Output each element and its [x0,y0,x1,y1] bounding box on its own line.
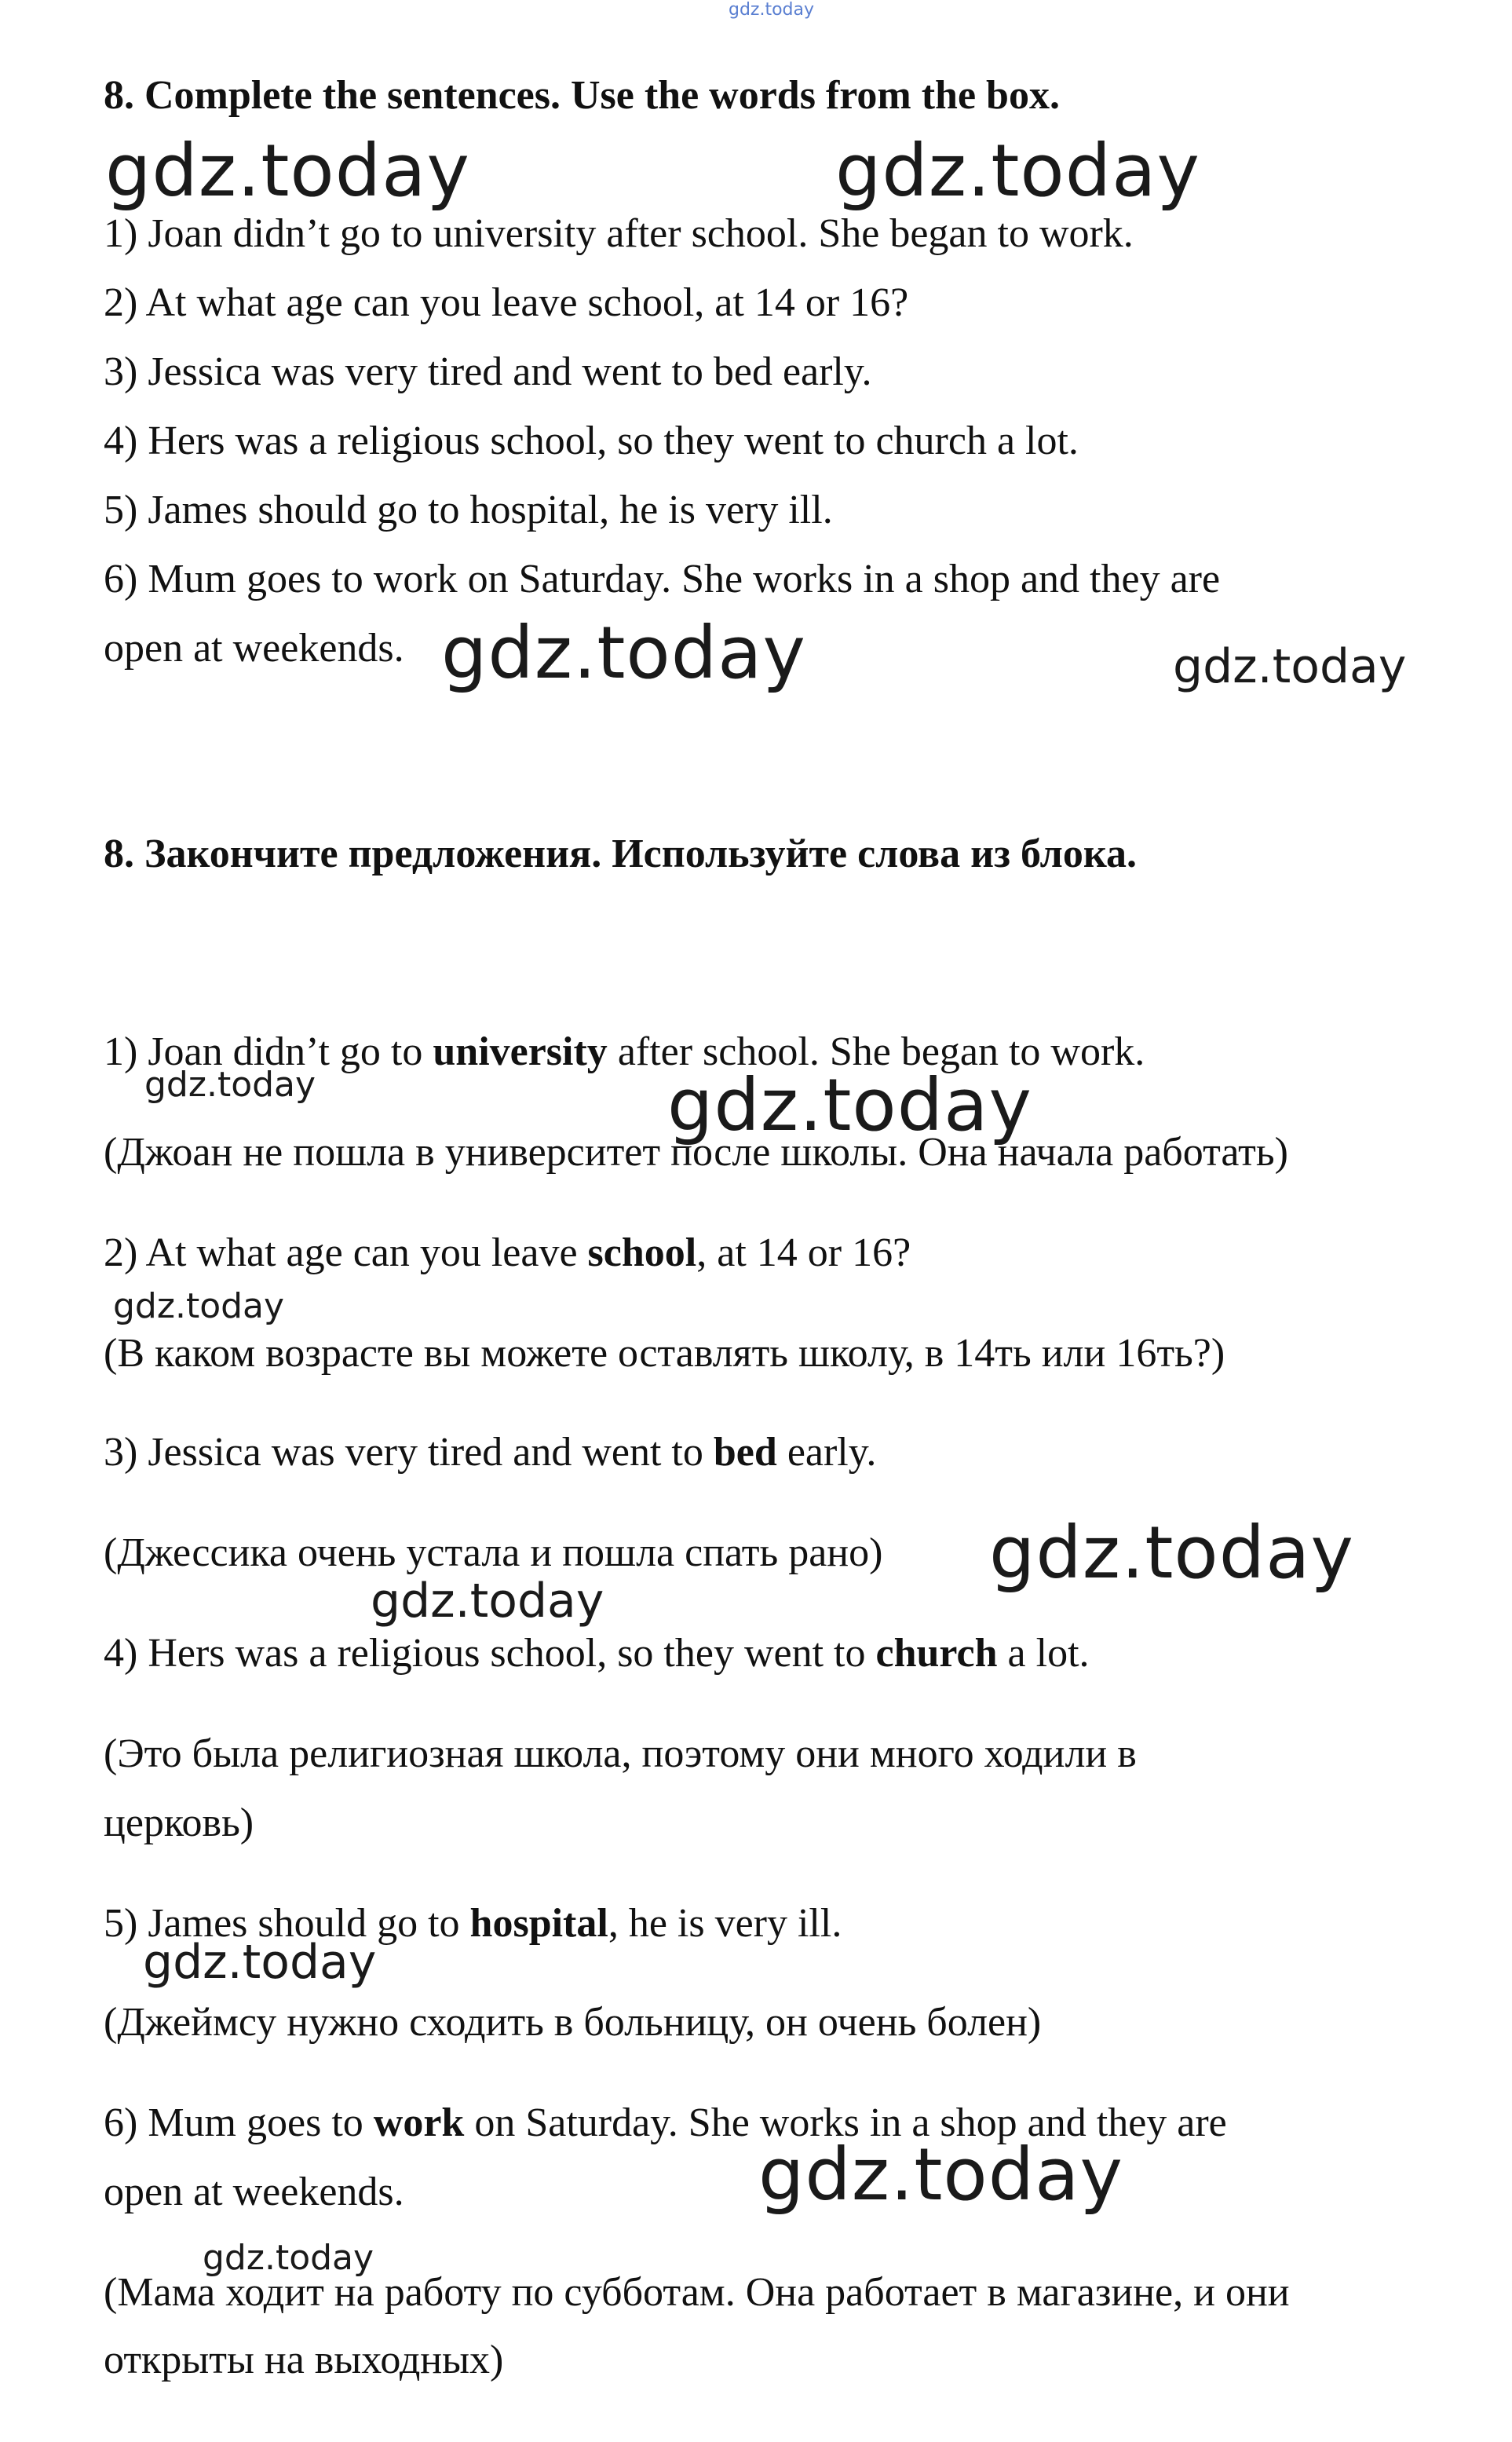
watermark: gdz.today [1173,639,1407,694]
sentence-en-1: 1) Joan didn’t go to university after school. She began to work. [104,211,1134,256]
translation-3: (Джессика очень устала и пошла спать рано) [104,1530,883,1575]
sentence-en-2: 2) At what age can you leave school, at 14 or 16? [104,280,909,325]
exercise-heading-ru: 8. Закончите предложения. Используйте слова из блока. [104,832,1138,876]
answer-line-6: 6) Mum goes to work on Saturday. She works in a shop and they are [104,2100,1227,2145]
watermark: gdz.today [835,129,1200,213]
answer-word-1: university [433,1029,608,1074]
answer-line-3: 3) Jessica was very tired and went to bed early. [104,1430,877,1475]
answer-word-5: hospital [469,1901,608,1946]
watermark: gdz.today [667,1063,1032,1147]
watermark: gdz.today [113,1286,285,1326]
answer-line-4: 4) Hers was a religious school, so they went to church a lot. [104,1631,1090,1676]
answer-word-3: bed [713,1430,777,1475]
translation-2: (В каком возрасте вы можете оставлять школу, в 14ть или 16ть?) [104,1331,1225,1376]
exercise-heading-en: 8. Complete the sentences. Use the words from the box. [104,73,1060,118]
sentence-en-5: 5) James should go to hospital, he is very ill. [104,488,833,532]
sentence-en-6-continued: open at weekends. [104,626,404,671]
answer-word-4: church [875,1631,998,1676]
translation-6-continued: открыты на выходных) [104,2338,504,2382]
watermark: gdz.today [989,1511,1354,1595]
answer-word-2: school [587,1230,697,1275]
sentence-en-6: 6) Mum goes to work on Saturday. She works in a shop and they are [104,557,1221,601]
translation-4: (Это была религиозная школа, поэтому они много ходили в [104,1731,1137,1776]
watermark: gdz.today [143,1935,377,1990]
answer-line-2: 2) At what age can you leave school, at 14 or 16? [104,1230,911,1275]
sentence-en-4: 4) Hers was a religious school, so they went to church a lot. [104,419,1079,463]
translation-6: (Мама ходит на работу по субботам. Она работает в магазине, и они [104,2270,1290,2315]
answer-line-5: 5) James should go to hospital, he is very ill. [104,1901,842,1946]
answer-word-6: work [373,2100,465,2145]
watermark: gdz.today [203,2238,374,2278]
translation-5: (Джеймсу нужно сходить в больницу, он очень болен) [104,2000,1042,2045]
sentence-en-3: 3) Jessica was very tired and went to bed early. [104,349,872,394]
answer-line-6-continued: open at weekends. [104,2170,404,2214]
watermark: gdz.today [144,1065,316,1105]
translation-4-continued: церковь) [104,1800,254,1845]
header-watermark: gdz.today [729,0,815,20]
watermark: gdz.today [441,611,806,695]
watermark: gdz.today [105,129,470,213]
watermark: gdz.today [371,1574,604,1629]
answer-line-1: 1) Joan didn’t go to university after school. She began to work. [104,1029,1145,1074]
translation-1: (Джоан не пошла в университет после школы. Она начала работать) [104,1130,1288,1175]
watermark: gdz.today [758,2133,1123,2217]
